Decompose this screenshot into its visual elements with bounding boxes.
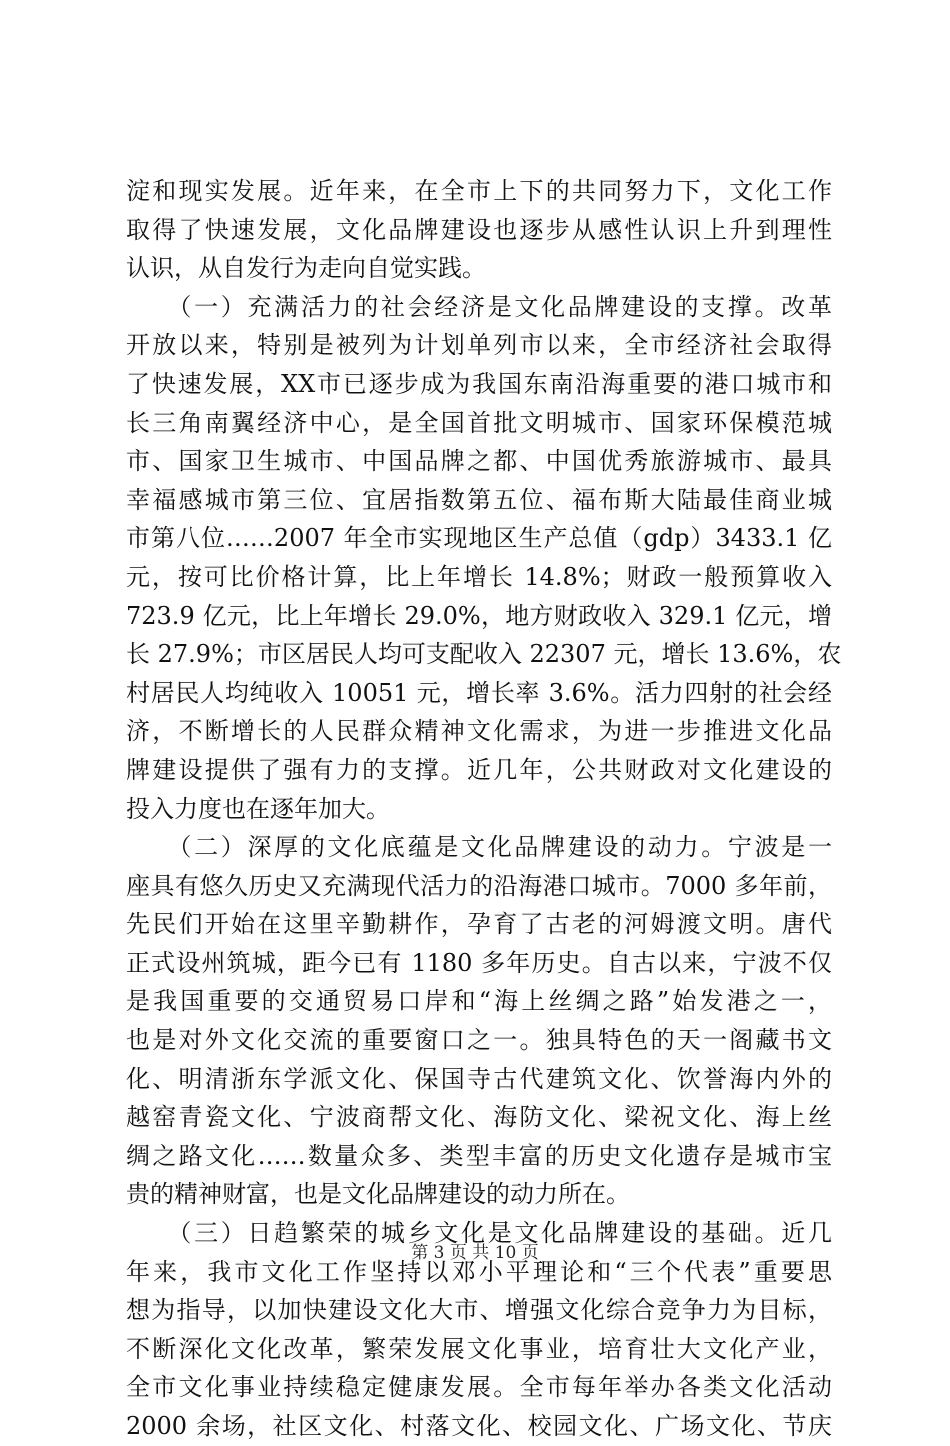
- text-line: （三）日趋繁荣的城乡文化是文化品牌建设的基础。近几: [126, 1219, 832, 1248]
- text-line: 认识，从自发行为走向自觉实践。: [126, 254, 486, 283]
- text-line: 也是对外文化交流的重要窗口之一。独具特色的天一阁藏书文: [126, 1026, 832, 1055]
- text-line: 牌建设提供了强有力的支撑。近几年，公共财政对文化建设的: [126, 755, 832, 784]
- text-line: 开放以来，特别是被列为计划单列市以来，全市经济社会取得: [126, 331, 832, 360]
- text-line: 723.9 亿元，比上年增长 29.0%，地方财政收入 329.1 亿元，增: [126, 601, 832, 630]
- text-line: 投入力度也在逐年加大。: [126, 794, 390, 823]
- text-line: 长三角南翼经济中心，是全国首批文明城市、国家环保模范城: [126, 408, 832, 437]
- text-line: 长 27.9%；市区居民人均可支配收入 22307 元，增长 13.6%，农: [126, 640, 842, 669]
- text-line: 2000 余场，社区文化、村落文化、校园文化、广场文化、节庆: [126, 1412, 832, 1440]
- text-line: 绸之路文化……数量众多、类型丰富的历史文化遗存是城市宝: [126, 1141, 832, 1170]
- text-line: 淀和现实发展。近年来，在全市上下的共同努力下，文化工作: [126, 177, 832, 205]
- text-line: 贵的精神财富，也是文化品牌建设的动力所在。: [126, 1180, 630, 1209]
- text-line: 是我国重要的交通贸易口岸和“海上丝绸之路”始发港之一，: [126, 987, 832, 1016]
- text-line: 先民们开始在这里辛勤耕作，孕育了古老的河姆渡文明。唐代: [126, 910, 832, 939]
- text-line: 村居民人均纯收入 10051 元，增长率 3.6%。活力四射的社会经: [126, 678, 832, 707]
- text-line: 座具有悠久历史又充满现代活力的沿海港口城市。7000 多年前，: [126, 871, 832, 900]
- text-line: 正式设州筑城，距今已有 1180 多年历史。自古以来，宁波不仅: [126, 948, 832, 977]
- text-line: 年来，我市文化工作坚持以邓小平理论和“三个代表”重要思: [126, 1257, 832, 1286]
- text-line: 元，按可比价格计算，比上年增长 14.8%；财政一般预算收入: [126, 562, 832, 591]
- text-line: 越窑青瓷文化、宁波商帮文化、海防文化、梁祝文化、海上丝: [126, 1103, 832, 1132]
- text-line: 济，不断增长的人民群众精神文化需求，为进一步推进文化品: [126, 717, 832, 746]
- text-line: 市、国家卫生城市、中国品牌之都、中国优秀旅游城市、最具: [126, 447, 832, 476]
- text-line: 幸福感城市第三位、宜居指数第五位、福布斯大陆最佳商业城: [126, 485, 832, 514]
- text-line: 全市文化事业持续稳定健康发展。全市每年举办各类文化活动: [126, 1373, 832, 1402]
- text-line: （二）深厚的文化底蕴是文化品牌建设的动力。宁波是一: [126, 833, 832, 862]
- text-line: 了快速发展，XX市已逐步成为我国东南沿海重要的港口城市和: [126, 369, 832, 398]
- text-line: 市第八位……2007 年全市实现地区生产总值（gdp）3433.1 亿: [126, 524, 832, 553]
- page-footer: 第 3 页 共 10 页: [411, 1243, 539, 1263]
- text-line: 化、明清浙东学派文化、保国寺古代建筑文化、饮誉海内外的: [126, 1064, 832, 1093]
- text-line: 想为指导，以加快建设文化大市、增强文化综合竞争力为目标，: [126, 1296, 832, 1325]
- text-line: 取得了快速发展，文化品牌建设也逐步从感性认识上升到理性: [126, 215, 832, 244]
- text-line: （一）充满活力的社会经济是文化品牌建设的支撑。改革: [126, 292, 832, 321]
- text-line: 不断深化文化改革，繁荣发展文化事业，培育壮大文化产业，: [126, 1334, 832, 1363]
